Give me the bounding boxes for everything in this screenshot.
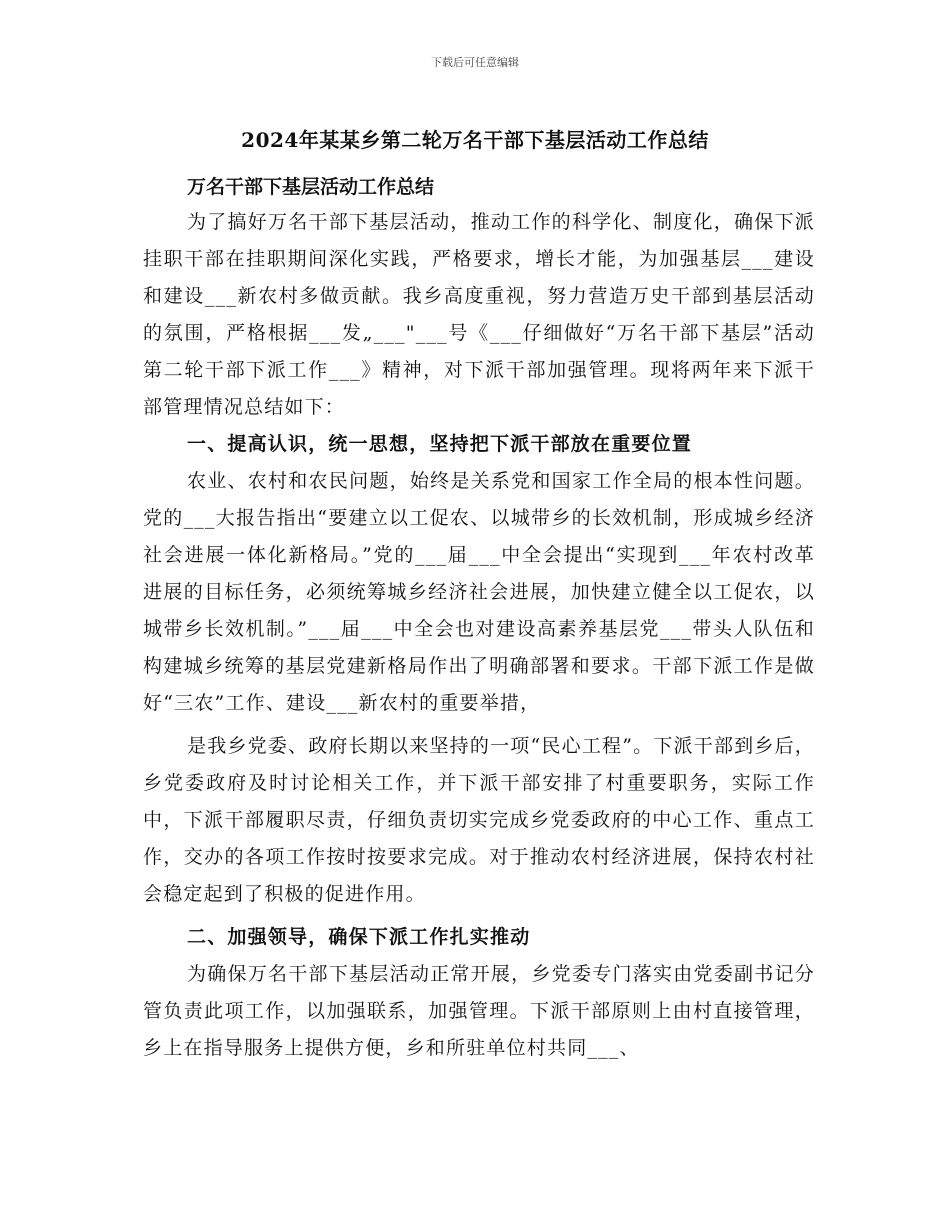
paragraph-section1-a: 农业、农村和农民问题，始终是关系党和国家工作全局的根本性问题。党的___大报告指出“要建立以工促农、以城带乡的长效机制，形成城乡经济社会进展一体化新格局。”党的___届___中全会提出“实现到___年农村改革进展的目标任务，必须统筹城乡经济社会进展，加快建立健全以工促农，以城带乡长效机制。”___届___中全会也对建设高素养基层党___带头人队伍和构建城乡统筹的基层党建新格局作出了明确部署和要求。干部下派工作是做好“三农”工作、建设___新农村的重要举措， [143, 470, 815, 714]
page-title: 2024年某某乡第二轮万名干部下基层活动工作总结 [241, 128, 709, 152]
section-heading-2: 二、加强领导，确保下派工作扎实推动 [187, 926, 531, 948]
paragraph-intro: 为了搞好万名干部下基层活动，推动工作的科学化、制度化，确保下派挂职干部在挂职期间深化实践，严格要求，增长才能，为加强基层___建设和建设___新农村多做贡献。我乡高度重视，努力营造万史干部到基层活动的氛围，严格根据___发„___"___号《___仔细做好“万名干部下基层”活动第二轮干部下派工作___》精神，对下派干部加强管理。现将两年来下派干部管理情况总结如下： [143, 211, 815, 418]
document-subtitle: 万名干部下基层活动工作总结 [187, 176, 435, 198]
page-header-note: 下载后可任意编辑 [431, 56, 519, 69]
paragraph-section2-a: 为确保万名干部下基层活动正常开展，乡党委专门落实由党委副书记分管负责此项工作，以加强联系，加强管理。下派干部原则上由村直接管理，乡上在指导服务上提供方便，乡和所驻单位村共同___、 [143, 963, 815, 1059]
section-heading-1: 一、提高认识，统一思想，坚持把下派干部放在重要位置 [187, 433, 693, 455]
paragraph-section1-b: 是我乡党委、政府长期以来坚持的一项“民心工程”。下派干部到乡后，乡党委政府及时讨论相关工作，并下派干部安排了村重要职务，实际工作中，下派干部履职尽责，仔细负责切实完成乡党委政府的中心工作、重点工作，交办的各项工作按时按要求完成。对于推动农村经济进展，保持农村社会稳定起到了积极的促进作用。 [143, 735, 815, 905]
document-body [143, 170, 815, 1067]
